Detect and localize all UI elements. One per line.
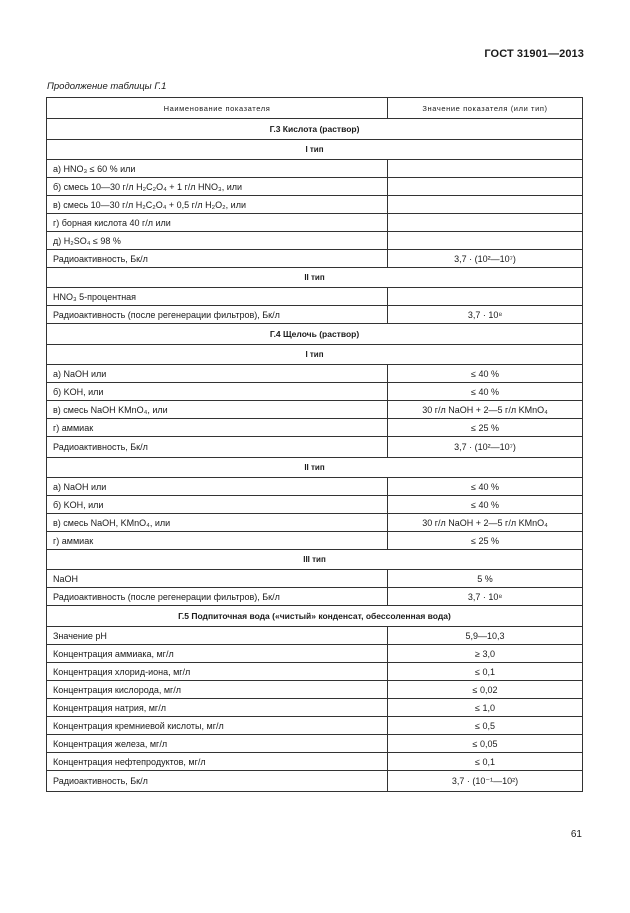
row-value: ≤ 0,02 bbox=[388, 681, 583, 699]
table-row bbox=[47, 478, 583, 496]
row-name: Радиоактивность, Бк/л bbox=[47, 771, 388, 792]
subsection-header bbox=[47, 458, 583, 478]
section-title: Г.3 Кислота (раствор) bbox=[47, 119, 583, 140]
subsection-header bbox=[47, 140, 583, 160]
subsection-title: III тип bbox=[47, 550, 583, 570]
row-value: ≤ 0,1 bbox=[388, 753, 583, 771]
row-name: б) KOH, или bbox=[47, 383, 388, 401]
row-name: Концентрация хлорид-иона, мг/л bbox=[47, 663, 388, 681]
row-name: г) аммиак bbox=[47, 532, 388, 550]
row-name: Концентрация натрия, мг/л bbox=[47, 699, 388, 717]
table-row bbox=[47, 306, 583, 324]
page-number: 61 bbox=[570, 829, 582, 840]
row-name: HNO₃ 5-процентная bbox=[47, 288, 388, 306]
table-row bbox=[47, 232, 583, 250]
table-continuation-caption: Продолжение таблицы Г.1 bbox=[47, 81, 167, 92]
row-name: Радиоактивность (после регенерации фильтров), Бк/л bbox=[47, 306, 388, 324]
table-row bbox=[47, 699, 583, 717]
standard-number: ГОСТ 31901—2013 bbox=[484, 48, 584, 60]
table-row bbox=[47, 419, 583, 437]
table-row bbox=[47, 532, 583, 550]
row-name: г) борная кислота 40 г/л или bbox=[47, 214, 388, 232]
table-row bbox=[47, 588, 583, 606]
column-header-value: Значение показателя (или тип) bbox=[388, 98, 583, 119]
row-name: Значение pH bbox=[47, 627, 388, 645]
table-row bbox=[47, 663, 583, 681]
row-name: а) HNO₃ ≤ 60 % или bbox=[47, 160, 388, 178]
table-row bbox=[47, 383, 583, 401]
row-name: д) H₂SO₄ ≤ 98 % bbox=[47, 232, 388, 250]
row-name: а) NaOH или bbox=[47, 478, 388, 496]
subsection-title: II тип bbox=[47, 458, 583, 478]
table-row bbox=[47, 627, 583, 645]
table-row bbox=[47, 214, 583, 232]
row-name: Концентрация железа, мг/л bbox=[47, 735, 388, 753]
table-row bbox=[47, 178, 583, 196]
table-row bbox=[47, 681, 583, 699]
row-value: 3,7 · (10²—10⁷) bbox=[388, 437, 583, 458]
row-value: 3,7 · 10⁸ bbox=[388, 306, 583, 324]
row-value: ≤ 40 % bbox=[388, 365, 583, 383]
section-title: Г.4 Щелочь (раствор) bbox=[47, 324, 583, 345]
row-value bbox=[388, 288, 583, 306]
subsection-title: I тип bbox=[47, 345, 583, 365]
row-name: Концентрация кислорода, мг/л bbox=[47, 681, 388, 699]
row-name: в) смесь NaOH, KMnO₄, или bbox=[47, 514, 388, 532]
section-header bbox=[47, 606, 583, 627]
row-value: 3,7 · (10²—10⁷) bbox=[388, 250, 583, 268]
table-row bbox=[47, 160, 583, 178]
row-name: б) смесь 10—30 г/л H₂C₂O₄ + 1 г/л HNO₃, или bbox=[47, 178, 388, 196]
row-value: ≤ 25 % bbox=[388, 532, 583, 550]
table-row bbox=[47, 570, 583, 588]
subsection-header bbox=[47, 268, 583, 288]
row-value: ≤ 0,05 bbox=[388, 735, 583, 753]
row-value bbox=[388, 160, 583, 178]
row-name: в) смесь 10—30 г/л H₂C₂O₄ + 0,5 г/л H₂O₂, или bbox=[47, 196, 388, 214]
table-row bbox=[47, 717, 583, 735]
table-row bbox=[47, 735, 583, 753]
row-value: ≤ 40 % bbox=[388, 496, 583, 514]
table-row bbox=[47, 437, 583, 458]
row-value bbox=[388, 214, 583, 232]
table-row bbox=[47, 196, 583, 214]
table-row bbox=[47, 514, 583, 532]
section-header bbox=[47, 324, 583, 345]
subsection-header bbox=[47, 550, 583, 570]
row-name: в) смесь NaOH KMnO₄, или bbox=[47, 401, 388, 419]
table-row bbox=[47, 771, 583, 792]
row-value: 30 г/л NaOH + 2—5 г/л KMnO₄ bbox=[388, 401, 583, 419]
row-value: 5,9—10,3 bbox=[388, 627, 583, 645]
row-value: ≤ 0,5 bbox=[388, 717, 583, 735]
row-value: 3,7 · 10⁸ bbox=[388, 588, 583, 606]
row-name: Концентрация нефтепродуктов, мг/л bbox=[47, 753, 388, 771]
row-name: г) аммиак bbox=[47, 419, 388, 437]
row-value bbox=[388, 178, 583, 196]
subsection-title: II тип bbox=[47, 268, 583, 288]
table-row bbox=[47, 288, 583, 306]
row-value: ≤ 40 % bbox=[388, 478, 583, 496]
row-name: Концентрация аммиака, мг/л bbox=[47, 645, 388, 663]
table-row bbox=[47, 496, 583, 514]
row-value bbox=[388, 232, 583, 250]
row-value: ≤ 40 % bbox=[388, 383, 583, 401]
table-row bbox=[47, 401, 583, 419]
row-name: NaOH bbox=[47, 570, 388, 588]
row-value: ≤ 25 % bbox=[388, 419, 583, 437]
row-value: ≤ 0,1 bbox=[388, 663, 583, 681]
row-name: Концентрация кремниевой кислоты, мг/л bbox=[47, 717, 388, 735]
row-value: 5 % bbox=[388, 570, 583, 588]
table-row bbox=[47, 645, 583, 663]
row-name: Радиоактивность, Бк/л bbox=[47, 250, 388, 268]
table-row bbox=[47, 753, 583, 771]
row-value bbox=[388, 196, 583, 214]
table-row bbox=[47, 365, 583, 383]
row-name: а) NaOH или bbox=[47, 365, 388, 383]
section-title: Г.5 Подпиточная вода («чистый» конденсат, обессоленная вода) bbox=[47, 606, 583, 627]
row-value: 3,7 · (10⁻¹—10²) bbox=[388, 771, 583, 792]
subsection-title: I тип bbox=[47, 140, 583, 160]
row-value: ≤ 1,0 bbox=[388, 699, 583, 717]
row-name: б) KOH, или bbox=[47, 496, 388, 514]
table-header-row bbox=[47, 98, 583, 119]
row-name: Радиоактивность, Бк/л bbox=[47, 437, 388, 458]
row-value: 30 г/л NaOH + 2—5 г/л KMnO₄ bbox=[388, 514, 583, 532]
row-name: Радиоактивность (после регенерации фильтров), Бк/л bbox=[47, 588, 388, 606]
subsection-header bbox=[47, 345, 583, 365]
row-value: ≥ 3,0 bbox=[388, 645, 583, 663]
column-header-name: Наименование показателя bbox=[47, 98, 388, 119]
section-header bbox=[47, 119, 583, 140]
indicators-table bbox=[46, 97, 583, 792]
table-row bbox=[47, 250, 583, 268]
